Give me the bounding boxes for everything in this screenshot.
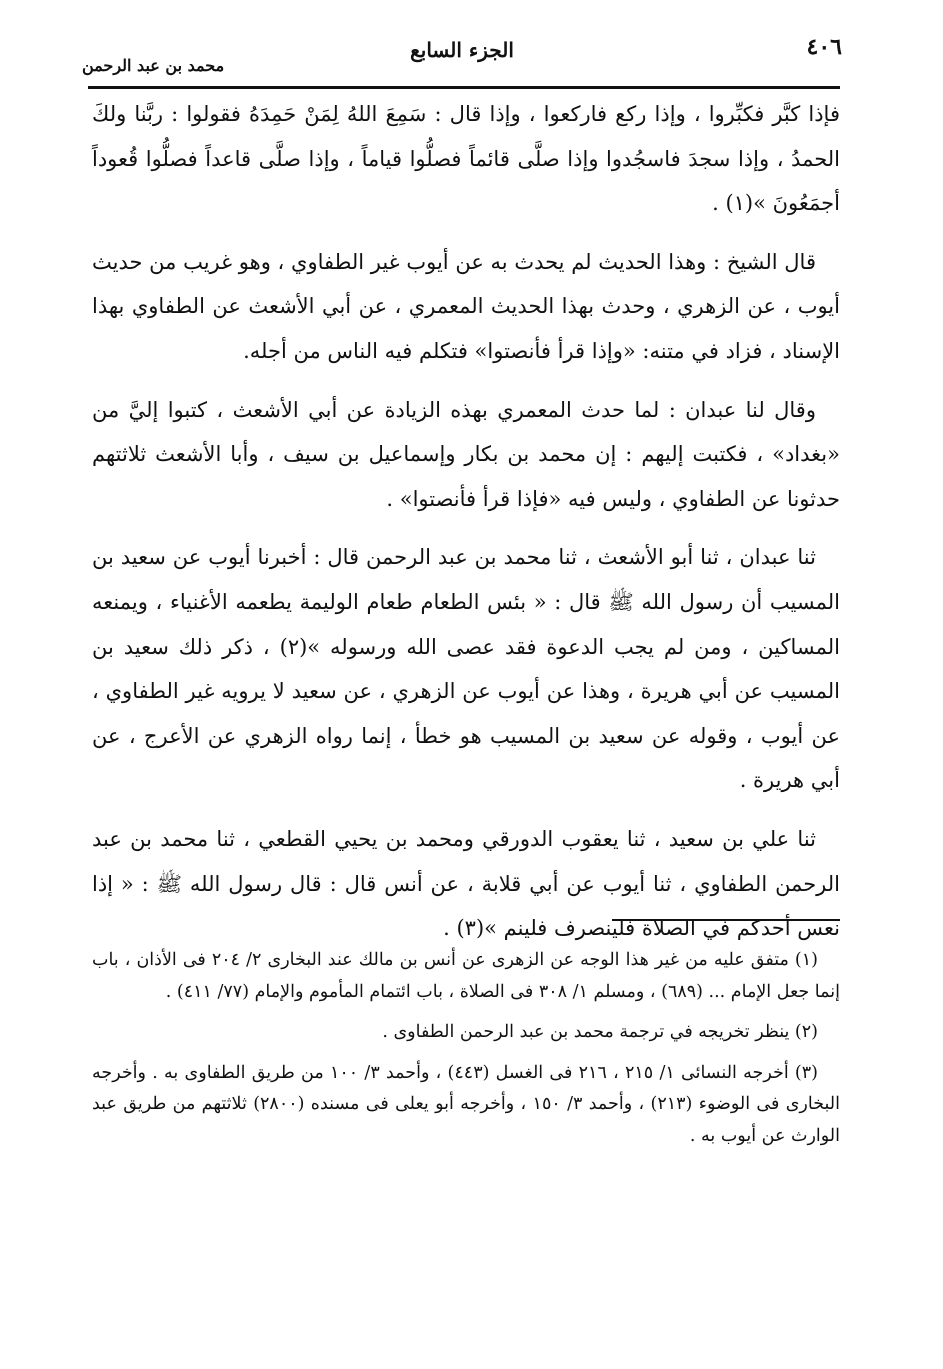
body-paragraph: ثنا عبدان ، ثنا أبو الأشعث ، ثنا محمد بن عبد الرحمن قال : أخبرنا أيوب عن سعيد بن المسيب أن رسول الله ﷺ قال : « بئس الطعام طعام الوليمة يطعمه الأغنياء ، ويمنعه المساكين ، ومن لم يجب الدعوة فقد عصى الله ورسوله »(٢) ، ذكر ذلك سعيد بن المسيب عن أبي هريرة ، وهذا عن أيوب عن الزهري ، عن سعيد لا يرويه غير الطفاوي ، عن أيوب ، وقوله عن سعيد بن المسيب هو خطأ ، إنما رواه الزهري عن الأعرج ، عن أبي هريرة . [92, 545, 840, 793]
footnote: (٣) أخرجه النسائى ١/ ٢١٥ ، ٢١٦ فى الغسل (٤٤٣) ، وأحمد ٣/ ١٠٠ من طريق الطفاوى به . وأخرجه البخارى فى الوضوء (٢١٣) ، وأحمد ٣/ ١٥٠ ، وأخرجه أبو يعلى فى مسنده (٢٨٠٠) ثلاثتهم من طريق عبد الوارث عن أيوب به . [92, 1062, 840, 1146]
running-head: محمد بن عبد الرحمن [82, 56, 225, 75]
footnote: (٢) ينظر تخريجه في ترجمة محمد بن عبد الرحمن الطفاوى . [382, 1022, 818, 1042]
footnotes [92, 945, 840, 1161]
page-number: ٤٠٦ [806, 34, 842, 60]
part-title: الجزء السابع [410, 38, 514, 62]
header-rule [88, 86, 840, 89]
body-paragraph: ثنا علي بن سعيد ، ثنا يعقوب الدورقي ومحمد بن يحيي القطعي ، ثنا محمد بن عبد الرحمن الطفاوي ، ثنا أيوب عن أبي قلابة ، عن أنس قال : قال رسول الله ﷺ : « إذا نعس أحدكم في الصلاة فلينصرف فلينم »(٣) . [92, 826, 840, 941]
footnote: (١) متفق عليه من غير هذا الوجه عن الزهرى عن أنس بن مالك عند البخارى ٢/ ٢٠٤ فى الأذان ، باب إنما جعل الإمام ... (٦٨٩) ، ومسلم ١/ ٣٠٨ فى الصلاة ، باب ائتمام المأموم والإمام (٧٧/ ٤١١) . [92, 950, 840, 1002]
footnote-rule [612, 919, 840, 921]
page-header [82, 30, 842, 82]
body-paragraph: وقال لنا عبدان : لما حدث المعمري بهذه الزيادة عن أبي الأشعث ، كتبوا إليَّ من «بغداد» ، فكتبت إليهم : إن محمد بن بكار وإسماعيل بن سيف ، وأبا الأشعث ثلاثتهم حدثونا عن الطفاوي ، وليس فيه «فإذا قرأ فأنصتوا» . [92, 397, 840, 511]
main-text [92, 92, 840, 965]
body-paragraph: فإذا كبَّر فكبِّروا ، وإذا ركع فاركعوا ، وإذا قال : سَمِعَ اللهُ لِمَنْ حَمِدَهُ فقولوا : ربَّنا ولكَ الحمدُ ، وإذا سجدَ فاسجُدوا وإذا صلَّى قائماً فصلُّوا قياماً ، وإذا صلَّى قاعداً فصلُّوا قُعوداً أجمَعُونَ »(١) . [92, 102, 840, 216]
body-paragraph: قال الشيخ : وهذا الحديث لم يحدث به عن أيوب غير الطفاوي ، وهو غريب من حديث أيوب ، عن الزهري ، وحدث بهذا الحديث المعمري ، عن أبي الأشعث عن الطفاوي بهذا الإسناد ، فزاد في متنه: «وإذا قرأ فأنصتوا» فتكلم فيه الناس من أجله. [92, 249, 840, 363]
